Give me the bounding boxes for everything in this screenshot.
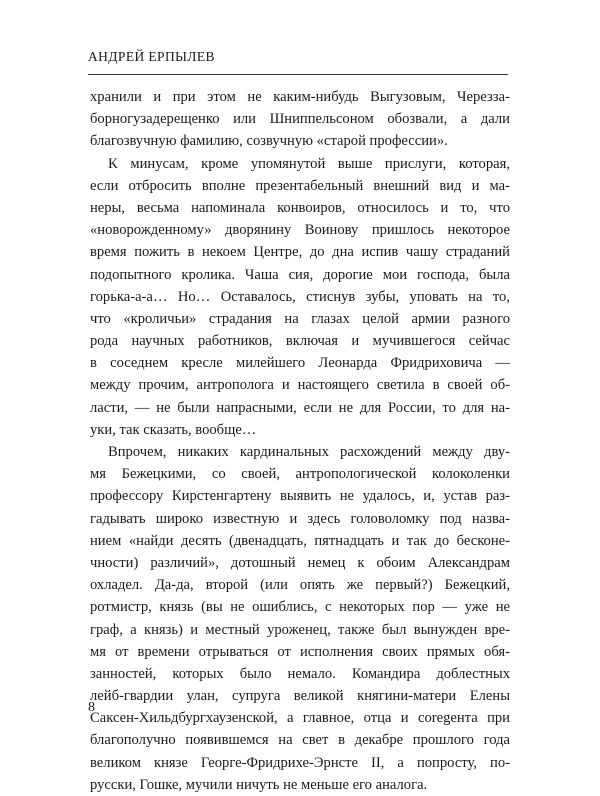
text-line: занностей, которых было немало. Командира доблестных [90, 665, 510, 682]
text-line: горька-а-а… Но… Оставалось, стиснув зубы, уповать на то, [90, 288, 510, 305]
text-line: великом князе Георге-Фридрихе-Эрнсте II, а попросту, по- [90, 754, 510, 771]
header-rule [88, 74, 508, 75]
running-head: АНДРЕЙ ЕРПЫЛЕВ [88, 49, 215, 64]
text-line: нием «найди десять (двенадцать, пятнадцать и так до бесконе- [90, 532, 510, 549]
body-text [90, 86, 510, 796]
text-line: время пожить в некоем Центре, до дна испив чашу страданий [90, 244, 510, 261]
text-line: лейб-гвардии улан, супруга великой княгини-матери Елены [90, 688, 510, 705]
text-line: что «кроличьи» страдания на глазах целой армии разного [90, 310, 510, 327]
text-line: Впрочем, никаких кардинальных расхождений между дву- [108, 444, 510, 460]
text-line: неры, весьма напоминала конвоиров, относилось и то, что [90, 199, 510, 216]
text-line: подопытного кролика. Чаша сия, дорогие мои господа, была [90, 266, 510, 283]
text-line: борногузадерещенко или Шниппельсоном обозвали, а дали [90, 111, 510, 128]
text-line: ласти, — не были напрасными, если не для России, то для на- [90, 399, 510, 416]
text-line: мя от времени отрываться от исполнения своих прямых обя- [90, 643, 510, 660]
text-line: профессору Кирстенгартену выявить не удалось, и, устав раз- [90, 488, 510, 505]
text-line: К минусам, кроме упомянутой выше прислуги, которая, [108, 155, 510, 172]
page-number: 8 [88, 700, 95, 715]
text-line: граф, а князь) и местный уроженец, также был вынужден вре- [90, 621, 510, 638]
text-line: чности) различий», дотошный немец к обоим Александрам [90, 554, 510, 571]
text-line: рода научных работников, включая и мучившегося сейчас [90, 333, 510, 350]
text-line: русски, Гошке, мучили ничуть не меньше его аналога. [90, 776, 428, 793]
text-line: ротмистр, князь (вы не ошиблись, с некоторых пор — уже не [90, 599, 510, 616]
text-line: благозвучную фамилию, созвучную «старой профессии». [90, 133, 448, 150]
text-line: хранили и при этом не каким-нибудь Выгузовым, Черезза- [90, 89, 510, 105]
text-line: мя Бежецкими, со своей, антропологической колоколенки [90, 466, 510, 483]
text-line: охладел. Да-да, второй (или опять же первый?) Бежецкий, [90, 577, 510, 594]
text-line: гадывать широко известную и здесь головоломку под назва- [90, 510, 510, 527]
text-line: уки, так сказать, вообще… [90, 421, 257, 438]
text-line: в соседнем кресле милейшего Леонарда Фридриховича — [90, 355, 510, 372]
text-line: Саксен-Хильдбургхаузенской, а главное, отца и соregента при [90, 710, 510, 727]
text-line: если отбросить вполне презентабельный внешний вид и ма- [90, 177, 510, 194]
text-line: между прочим, антрополога и настоящего светила в своей об- [90, 377, 510, 394]
text-line: «новорожденному» дворянину Воинову пришлось некоторое [90, 222, 510, 239]
text-line: благополучно появившемся на свет в декабре прошлого года [90, 732, 510, 749]
